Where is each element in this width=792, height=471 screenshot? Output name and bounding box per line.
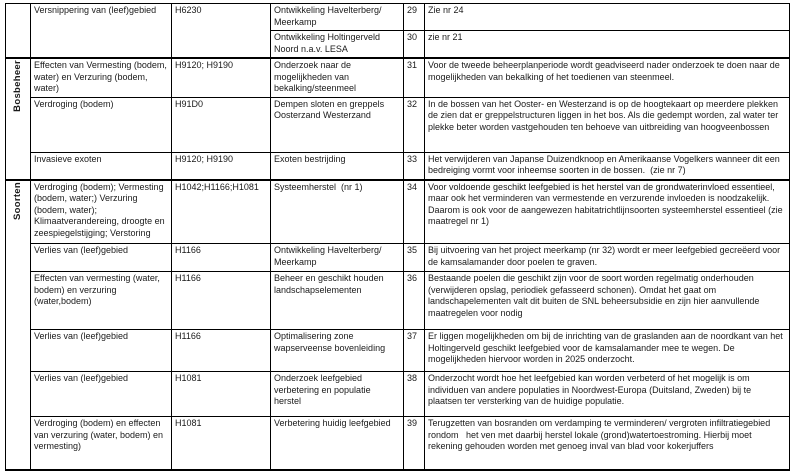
number-cell: 37 xyxy=(404,330,425,372)
habitat-code-cell: H1042;H1166;H1081 xyxy=(172,180,271,244)
table-row xyxy=(6,152,790,180)
table-row xyxy=(6,180,790,244)
remark-cell: Terugzetten van bosranden om verdamping te verminderen/ vergroten infiltratiegebied rondom het ven met daarbij herstel lokale (grond)watertoestroming. Hierbij moet rekening gehouden worden met genoeg inval van blad voor kokerjuffers xyxy=(425,417,790,470)
habitat-code-cell: H91D0 xyxy=(172,97,271,152)
remark-cell: Het verwijderen van Japanse Duizendknoop en Amerikaanse Vogelkers wanneer dit een bedreiging vormt voor inheemse soorten in de bossen. (zie nr 7) xyxy=(425,152,790,180)
number-cell: 32 xyxy=(404,97,425,152)
measure-cell: Beheer en geschikt houden landschapselementen xyxy=(271,272,404,330)
number-cell: 39 xyxy=(404,417,425,470)
habitat-code-cell: H1081 xyxy=(172,417,271,470)
pressure-cell: Verdroging (bodem); Vermesting (bodem, water;) Verzuring (bodem, water); Klimaatverandereing, droogte en zeespiegelstijging; Verstoring xyxy=(31,180,172,244)
measure-cell: Systeemherstel (nr 1) xyxy=(271,180,404,244)
pressure-cell: Verlies van (leef)gebied xyxy=(31,244,172,272)
pressure-cell: Verlies van (leef)gebied xyxy=(31,372,172,417)
number-cell: 29 xyxy=(404,4,425,31)
number-cell: 38 xyxy=(404,372,425,417)
remark-cell: zie nr 21 xyxy=(425,31,790,59)
group-label-cell-bosbeheer xyxy=(6,58,31,180)
pressure-cell: Versnippering van (leef)gebied xyxy=(31,4,172,59)
number-cell: 31 xyxy=(404,58,425,97)
pressure-cell: Invasieve exoten xyxy=(31,152,172,180)
pressure-cell: Effecten van Vermesting (bodem, water) en Verzuring (bodem, water) xyxy=(31,58,172,97)
remark-cell: Bestaande poelen die geschikt zijn voor de soort worden regelmatig onderhouden (verwijderen opslag, periodiek gefasseerd schonen). Omdat het gaat om landschapelementen valt dit buiten de SNL beheersubsidie en zijn hier aanvullende maatregelen voor nodig xyxy=(425,272,790,330)
group-label: Soorten xyxy=(11,181,23,220)
measure-cell: Dempen sloten en greppels Oosterzand Westerzand xyxy=(271,97,404,152)
remark-cell: Zie nr 24 xyxy=(425,4,790,31)
remark-cell: In de bossen van het Ooster- en Westerzand is op de hoogtekaart op meerdere plekken de zien dat er greppelstructuren liggen in het bos. Als die gedempt worden, zal water ter plekke beter worden vastgehouden ten behoeve van uitbreiding van hoogveenbossen xyxy=(425,97,790,152)
remark-cell: Voor de tweede beheerplanperiode wordt geadviseerd nader onderzoek te doen naar de mogelijkheden van bekalking of het toedienen van steenmeel. xyxy=(425,58,790,97)
table-row xyxy=(6,272,790,330)
measure-cell: Ontwikkeling Havelterberg/ Meerkamp xyxy=(271,4,404,31)
group-label-cell-soorten xyxy=(6,180,31,470)
remark-cell: Onderzocht wordt hoe het leefgebied kan worden verbeterd of het mogelijk is om individuen van andere populaties in Noordwest-Europa (Duitsland, Zweden) bij te plaatsen ter versterking van de huidige populatie. xyxy=(425,372,790,417)
measure-cell: Onderzoek naar de mogelijkheden van bekalking/steenmeel xyxy=(271,58,404,97)
table-row xyxy=(6,244,790,272)
measure-cell: Verbetering huidig leefgebied xyxy=(271,417,404,470)
table-row xyxy=(6,97,790,152)
number-cell: 33 xyxy=(404,152,425,180)
group-label-cell-empty xyxy=(6,4,31,59)
table-row xyxy=(6,4,790,31)
table-row xyxy=(6,417,790,470)
measure-cell: Ontwikkeling Havelterberg/ Meerkamp xyxy=(271,244,404,272)
habitat-code-cell: H6230 xyxy=(172,4,271,59)
measure-cell: Ontwikkeling Holtingerveld Noord n.a.v. LESA xyxy=(271,31,404,59)
measures-table xyxy=(5,3,790,471)
remark-cell: Voor voldoende geschikt leefgebied is het herstel van de grondwaterinvloed essentieel, maar ook het verminderen van vermestende en verzurende invloeden is noodzakelijk. Daarom is ook voor de aangewezen habitatrichtlijnsoorten systeemherstel essentieel (zie maatregel nr 1) xyxy=(425,180,790,244)
pressure-cell: Verdroging (bodem) en effecten van verzuring (water, bodem) en vermesting) xyxy=(31,417,172,470)
habitat-code-cell: H1081 xyxy=(172,372,271,417)
habitat-code-cell: H1166 xyxy=(172,330,271,372)
remark-cell: Bij uitvoering van het project meerkamp (nr 32) wordt er meer leefgebied gecreëerd voor de kamsalamander door poelen te graven. xyxy=(425,244,790,272)
number-cell: 34 xyxy=(404,180,425,244)
number-cell: 30 xyxy=(404,31,425,59)
table-row xyxy=(6,58,790,97)
measure-cell: Exoten bestrijding xyxy=(271,152,404,180)
measure-cell: Optimalisering zone wapserveense bovenleiding xyxy=(271,330,404,372)
measure-cell: Onderzoek leefgebied verbetering en populatie herstel xyxy=(271,372,404,417)
table-row xyxy=(6,330,790,372)
remark-cell: Er liggen mogelijkheden om bij de inrichting van de graslanden aan de noordkant van het Holtingerveld geschikt leefgebied voor de kamsalamander mee te wegen. De mogelijkheden hiervoor worden in 2025 onderzocht. xyxy=(425,330,790,372)
habitat-code-cell: H1166 xyxy=(172,244,271,272)
pressure-cell: Verlies van (leef)gebied xyxy=(31,330,172,372)
pressure-cell: Verdroging (bodem) xyxy=(31,97,172,152)
habitat-code-cell: H9120; H9190 xyxy=(172,152,271,180)
number-cell: 36 xyxy=(404,272,425,330)
table-row xyxy=(6,372,790,417)
habitat-code-cell: H1166 xyxy=(172,272,271,330)
pressure-cell: Effecten van vermesting (water, bodem) en verzuring (water,bodem) xyxy=(31,272,172,330)
number-cell: 35 xyxy=(404,244,425,272)
habitat-code-cell: H9120; H9190 xyxy=(172,58,271,97)
group-label: Bosbeheer xyxy=(11,60,23,112)
